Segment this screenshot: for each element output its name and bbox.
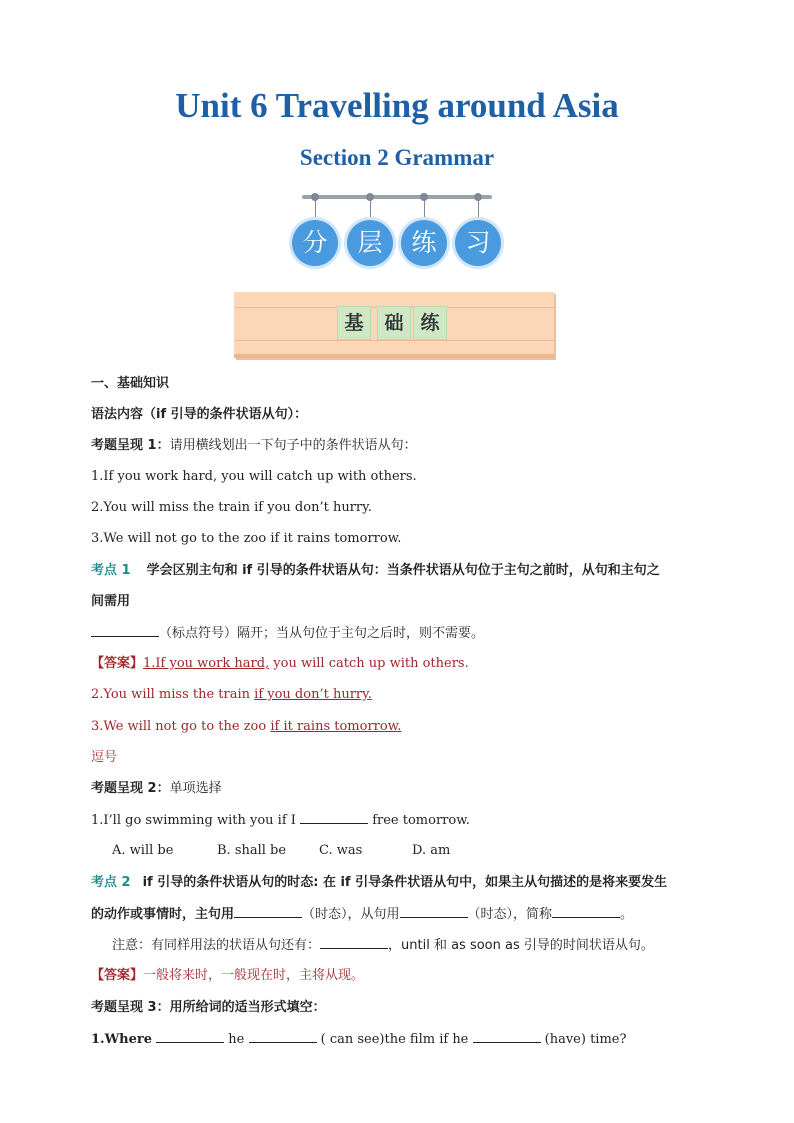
- answer-1-extra: 逗号: [91, 750, 118, 765]
- bar-string: [370, 199, 371, 221]
- answer-label: 【答案】: [91, 968, 144, 983]
- question-label: 考题呈现 1：: [91, 438, 170, 453]
- answer-blank[interactable]: [473, 1030, 541, 1043]
- question-2-heading: [91, 780, 222, 798]
- banner-chip: 础: [377, 306, 411, 340]
- question-1-heading: [91, 437, 417, 455]
- option-d[interactable]: D. am: [412, 843, 451, 858]
- grammar-topic: 语法内容（if 引导的条件状语从句）：: [91, 407, 308, 422]
- stem-text: 1.I’ll go swimming with you if I: [91, 813, 296, 828]
- stem-text: free tomorrow.: [368, 813, 470, 828]
- stem-text: (have) time?: [540, 1032, 627, 1047]
- question-3-stem: [91, 1030, 626, 1049]
- answer-text: 2.You will miss the train: [91, 687, 255, 702]
- question-1-item: 3.We will not go to the zoo if it rains tomorrow.: [91, 531, 402, 546]
- header-circle: 练: [401, 220, 447, 266]
- point-text: （时态），从句用: [302, 907, 400, 922]
- stem-text: ( can see)the film if he: [316, 1032, 473, 1047]
- answer-blank[interactable]: [552, 905, 620, 918]
- point-text: if 引导的条件状语从句的时态: 在 if 引导条件状语从句中，如果主从句描述的是将来要发生: [142, 875, 668, 890]
- underlined-clause: if you don’t hurry.: [254, 687, 372, 702]
- answer-blank[interactable]: [156, 1030, 224, 1043]
- answer-1-line: [91, 718, 401, 736]
- bar-string: [478, 199, 479, 221]
- answer-blank[interactable]: [249, 1030, 317, 1043]
- point-2-cont: [91, 905, 633, 924]
- answer-blank[interactable]: [300, 811, 368, 824]
- question-1-item: 2.You will miss the train if you don’t hurry.: [91, 500, 372, 515]
- option-c[interactable]: C. was: [319, 843, 363, 858]
- point-text: （标点符号）隔开；当从句位于主句之后时，则不需要。: [159, 626, 485, 641]
- point-1-blank-line: [91, 624, 484, 643]
- question-2-stem: [91, 811, 470, 830]
- bar-string: [424, 199, 425, 221]
- answer-blank[interactable]: [400, 905, 468, 918]
- answer-blank[interactable]: [320, 936, 388, 949]
- option-b[interactable]: B. shall be: [217, 843, 287, 858]
- banner-rule: [234, 340, 554, 341]
- banner-chip: 练: [413, 306, 447, 340]
- point-text: 的动作或事情时，主句用: [91, 907, 235, 922]
- stem-text: 1.Where: [91, 1032, 153, 1047]
- answer-blank[interactable]: [234, 905, 302, 918]
- note-text: 注意：有同样用法的状语从句还有：: [112, 938, 321, 953]
- page-subtitle: Section 2 Grammar: [299, 145, 495, 170]
- point-text: （时态），简称: [467, 907, 553, 922]
- stem-text: he: [224, 1032, 249, 1047]
- point-1: [91, 562, 660, 580]
- section-heading: 一、基础知识: [91, 376, 170, 391]
- question-1-item: 1.If you work hard, you will catch up with others.: [91, 469, 417, 484]
- answer-1-line: [91, 686, 372, 704]
- point-label: 考点 2: [91, 875, 131, 890]
- page-title: Unit 6 Travelling around Asia: [175, 86, 619, 125]
- banner-chip: 基: [337, 306, 371, 340]
- question-instruction: 单项选择: [169, 781, 222, 796]
- note-line: [112, 936, 654, 955]
- answer-text: 一般将来时，一般现在时，主将从现。: [143, 968, 365, 983]
- option-a[interactable]: A. will be: [112, 843, 174, 858]
- underlined-clause: if it rains tomorrow.: [270, 719, 402, 734]
- question-label: 考题呈现 2：: [91, 781, 170, 796]
- answer-blank[interactable]: [91, 624, 159, 637]
- note-text: ，until 和 as soon as 引导的时间状语从句。: [388, 938, 654, 953]
- header-circle: 分: [292, 220, 338, 266]
- answer-2-line: [91, 967, 364, 985]
- answer-1-line: [91, 655, 469, 673]
- answer-text: you will catch up with others.: [269, 656, 469, 671]
- question-label: 考题呈现 3：: [91, 1000, 170, 1015]
- question-instruction: 用所给词的适当形式填空：: [169, 1000, 326, 1015]
- underlined-clause: 1.If you work hard,: [143, 656, 270, 671]
- answer-label: 【答案】: [91, 656, 144, 671]
- point-2: [91, 874, 667, 892]
- point-1-cont: 间需用: [91, 594, 131, 609]
- header-circle: 习: [455, 220, 501, 266]
- answer-text: 3.We will not go to the zoo: [91, 719, 271, 734]
- question-instruction: 请用横线划出一下句子中的条件状语从句：: [169, 438, 417, 453]
- bar-string: [315, 199, 316, 221]
- question-3-heading: [91, 999, 326, 1017]
- hanging-bar: [302, 195, 492, 199]
- point-label: 考点 1: [91, 563, 131, 578]
- point-text: 。: [620, 907, 634, 922]
- point-text: 学会区别主句和 if 引导的条件状语从句：当条件状语从句位于主句之前时，从句和主句之: [146, 563, 660, 578]
- header-circle: 层: [347, 220, 393, 266]
